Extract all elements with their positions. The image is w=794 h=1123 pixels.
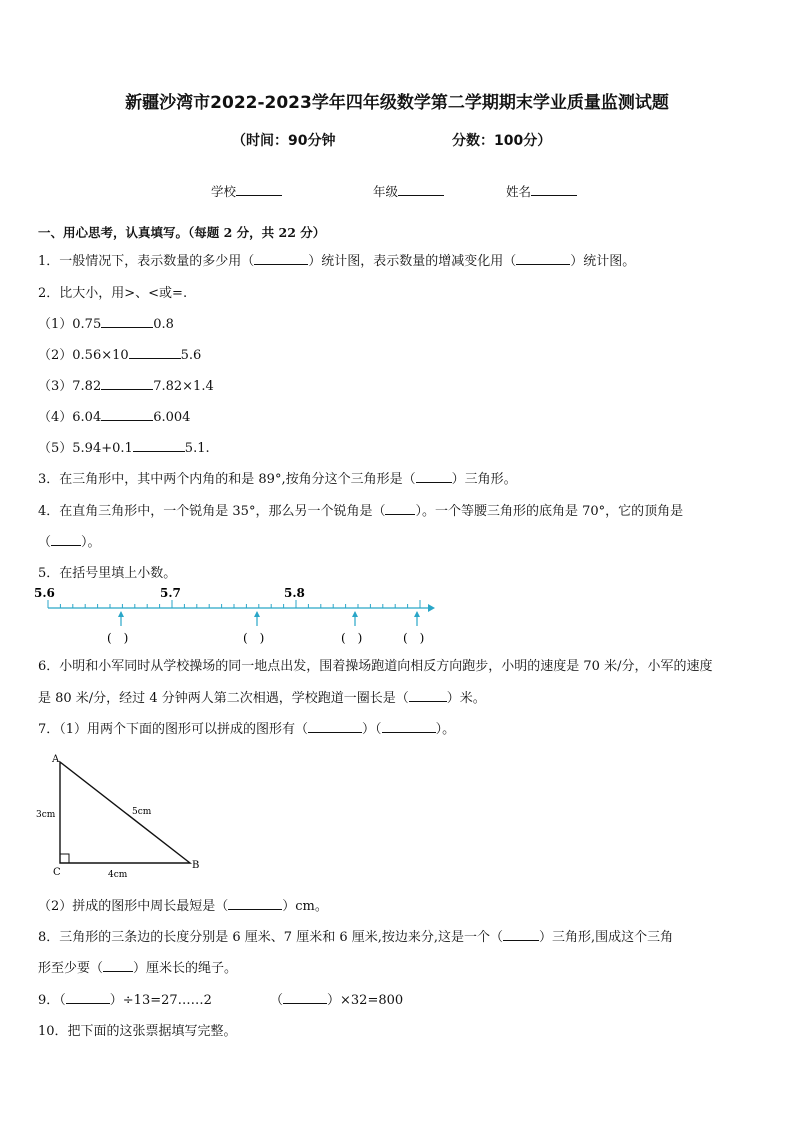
question-7: 7．（1）用两个下面的图形可以拼成的图形有（ ）（ ）。 xyxy=(38,722,456,737)
question-10: 10．把下面的这张票据填写完整。 xyxy=(38,1024,237,1039)
vertex-a-label: A xyxy=(52,754,60,765)
question-2-item-2: （2）0.56×10 5.6 xyxy=(38,348,202,363)
question-6-line2: 是 80 米/分，经过 4 分钟两人第二次相遇，学校跑道一圈长是（ ）米。 xyxy=(38,691,486,706)
question-2-item-1: （1）0.75 0.8 xyxy=(38,317,174,332)
answer-paren-2: ( ) xyxy=(243,631,265,645)
question-2-item-4: （4）6.04 6.004 xyxy=(38,410,191,425)
answer-paren-1: ( ) xyxy=(107,631,129,645)
question-8: 8．三角形的三条边的长度分别是 6 厘米、7 厘米和 6 厘米,按边来分,这是一个（ ）三角形,围成这个三角 xyxy=(38,930,674,945)
question-2-item-5: （5）5.94+0.1 5.1. xyxy=(38,441,210,456)
question-3: 3．在三角形中，其中两个内角的和是 89°,按角分这个三角形是（ ）三角形。 xyxy=(38,472,517,487)
vertex-c-label: C xyxy=(53,867,61,878)
side-cb-label: 4cm xyxy=(108,870,128,880)
question-1: 1．一般情况下，表示数量的多少用（ ）统计图，表示数量的增减变化用（ ）统计图。 xyxy=(38,254,636,269)
pointer-arrowhead-1 xyxy=(118,611,124,617)
grade-field: 年级 xyxy=(373,182,444,200)
pointer-arrowhead-4 xyxy=(414,611,420,617)
right-angle-mark xyxy=(60,854,69,863)
exam-score: 分数：100分） xyxy=(452,133,552,149)
answer-paren-4: ( ) xyxy=(403,631,425,645)
question-6-line1: 6．小明和小军同时从学校操场的同一地点出发，围着操场跑道向相反方向跑步，小明的速度是 70 米/分，小军的速度 xyxy=(38,659,713,674)
exam-time: （时间：90分钟 xyxy=(232,133,336,149)
answer-paren-3: ( ) xyxy=(341,631,363,645)
number-line xyxy=(30,584,440,648)
question-4: 4．在直角三角形中，一个锐角是 35°，那么另一个锐角是（ ）。一个等腰三角形的底角是 70°，它的顶角是 xyxy=(38,504,684,519)
number-line-label-3: 5.8 xyxy=(284,586,305,600)
question-8-cont: 形至少要（ ）厘米长的绳子。 xyxy=(38,961,238,976)
right-triangle-figure xyxy=(34,750,214,882)
question-2-item-3: （3）7.82 7.82×1.4 xyxy=(38,379,214,394)
number-line-pointers xyxy=(107,611,424,645)
question-5-stem: 5．在括号里填上小数。 xyxy=(38,566,177,581)
question-2-stem: 2．比大小，用>、<或=. xyxy=(38,286,188,301)
vertex-b-label: B xyxy=(192,860,200,871)
number-line-arrowhead xyxy=(428,604,435,612)
number-line-label-2: 5.7 xyxy=(160,586,181,600)
pointer-arrowhead-3 xyxy=(352,611,358,617)
number-line-ticks xyxy=(48,600,420,608)
name-field: 姓名 xyxy=(506,182,577,200)
page-title: 新疆沙湾市2022-2023学年四年级数学第二学期期末学业质量监测试题 xyxy=(125,93,669,113)
school-field: 学校 xyxy=(211,182,282,200)
side-ac-label: 3cm xyxy=(36,810,56,820)
number-line-label-1: 5.6 xyxy=(34,586,55,600)
question-4-cont: （ ）。 xyxy=(38,535,101,550)
question-7-part2: （2）拼成的图形中周长最短是（ ）cm。 xyxy=(38,899,328,914)
side-ab-label: 5cm xyxy=(132,807,152,817)
triangle-shape xyxy=(60,762,190,863)
question-9-part1: 9．（ ）÷13=27……2 xyxy=(38,993,212,1008)
section-heading: 一、用心思考，认真填写。（每题 2 分，共 22 分） xyxy=(38,225,326,240)
question-9-part2: （ ）×32=800 xyxy=(270,993,404,1008)
pointer-arrowhead-2 xyxy=(254,611,260,617)
